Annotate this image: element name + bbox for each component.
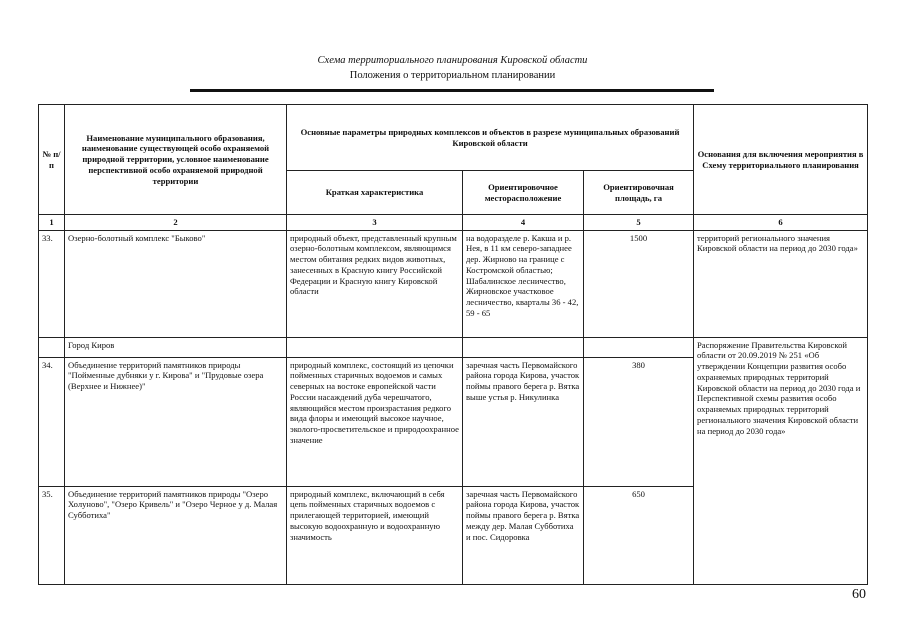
row-area: 1500 bbox=[584, 230, 694, 337]
row-characteristic: природный комплекс, включающий в себя цепь пойменных старичных водоемов с прилегающей территорией, имеющий высокую водоохранную и водоохранную значимость bbox=[287, 486, 463, 584]
row-location bbox=[463, 337, 584, 357]
header-basis: Основания для включения мероприятия в Схему территориального планирования bbox=[694, 105, 868, 215]
header-location: Ориентировочное месторасположение bbox=[463, 171, 584, 215]
row-characteristic bbox=[287, 337, 463, 357]
row-location: заречная часть Первомайского района города Кирова, участок поймы правого берега р. Вятка между дер. Малая Субботиха и пос. Сидоровка bbox=[463, 486, 584, 584]
row-name: Озерно-болотный комплекс "Быково" bbox=[65, 230, 287, 337]
row-num: 33. bbox=[39, 230, 65, 337]
row-name: Объединение территорий памятников природы "Пойменные дубняки у г. Кирова" и "Прудовые озера (Верхнее и Нижнее)" bbox=[65, 357, 287, 486]
row-area bbox=[584, 337, 694, 357]
header-rule bbox=[190, 89, 714, 92]
column-number: 1 bbox=[39, 215, 65, 231]
header-characteristic: Краткая характеристика bbox=[287, 171, 463, 215]
column-number: 6 bbox=[694, 215, 868, 231]
row-characteristic: природный комплекс, состоящий из цепочки пойменных старичных водоемов и самых северных на востоке европейской части России насаждений дуба черешчатого, являющийся местом произрастания редкого вида флоры и имеющий высокое научное, эколого-просветительское и природоохранное значение bbox=[287, 357, 463, 486]
row-characteristic: природный объект, представленный крупным озерно-болотным комплексом, являющимся местом обитания редких видов животных, занесенных в Красную книгу Российской Федерации и Красную книгу Кировской области bbox=[287, 230, 463, 337]
document-subtitle: Положения о территориальном планировании bbox=[349, 70, 556, 81]
row-num: 34. bbox=[39, 357, 65, 486]
row-name: Объединение территорий памятников природы "Озеро Холуново", "Озеро Кривель" и "Озеро Черное у д. Малая Субботиха" bbox=[65, 486, 287, 584]
column-number: 2 bbox=[65, 215, 287, 231]
row-basis: территорий регионального значения Кировской области на период до 2030 года» bbox=[694, 230, 868, 337]
column-number: 3 bbox=[287, 215, 463, 231]
column-number: 4 bbox=[463, 215, 584, 231]
header-name: Наименование муниципального образования, наименование существующей особо охраняемой природной территории, условное наименование перспективной особо охраняемой природной территории bbox=[65, 105, 287, 215]
column-numbers-row bbox=[39, 215, 868, 231]
row-num bbox=[39, 337, 65, 357]
row-location: на водоразделе р. Какша и р. Нея, в 11 км северо-западнее дер. Жирново на границе с Костромской областью; Шабалинское лесничество, Жирновское участковое лесничество, кварталы 36 - 42, 59 - 65 bbox=[463, 230, 584, 337]
municipality-name: Город Киров bbox=[65, 337, 287, 357]
column-number: 5 bbox=[584, 215, 694, 231]
header-params: Основные параметры природных комплексов и объектов в разрезе муниципальных образований Кировской области bbox=[287, 105, 694, 171]
row-num: 35. bbox=[39, 486, 65, 584]
planning-table bbox=[38, 104, 868, 585]
document-title: Схема территориального планирования Кировской области bbox=[317, 55, 588, 66]
row-location: заречная часть Первомайского района города Кирова, участок поймы правого берега р. Вятка выше устья р. Никулинка bbox=[463, 357, 584, 486]
row-basis: Распоряжение Правительства Кировской области от 20.09.2019 № 251 «Об утверждении Концепции развития особо охраняемых природных территорий Кировской области на период до 2030 года и Перспективной схемы развития особо охраняемых природных территорий регионального значения Кировской области на период до 2030 года» bbox=[694, 337, 868, 584]
table-row bbox=[39, 230, 868, 337]
page-number: 60 bbox=[852, 587, 866, 602]
header-num: № п/п bbox=[39, 105, 65, 215]
table-row bbox=[39, 337, 868, 357]
row-area: 650 bbox=[584, 486, 694, 584]
header-area: Ориентировочная площадь, га bbox=[584, 171, 694, 215]
row-area: 380 bbox=[584, 357, 694, 486]
